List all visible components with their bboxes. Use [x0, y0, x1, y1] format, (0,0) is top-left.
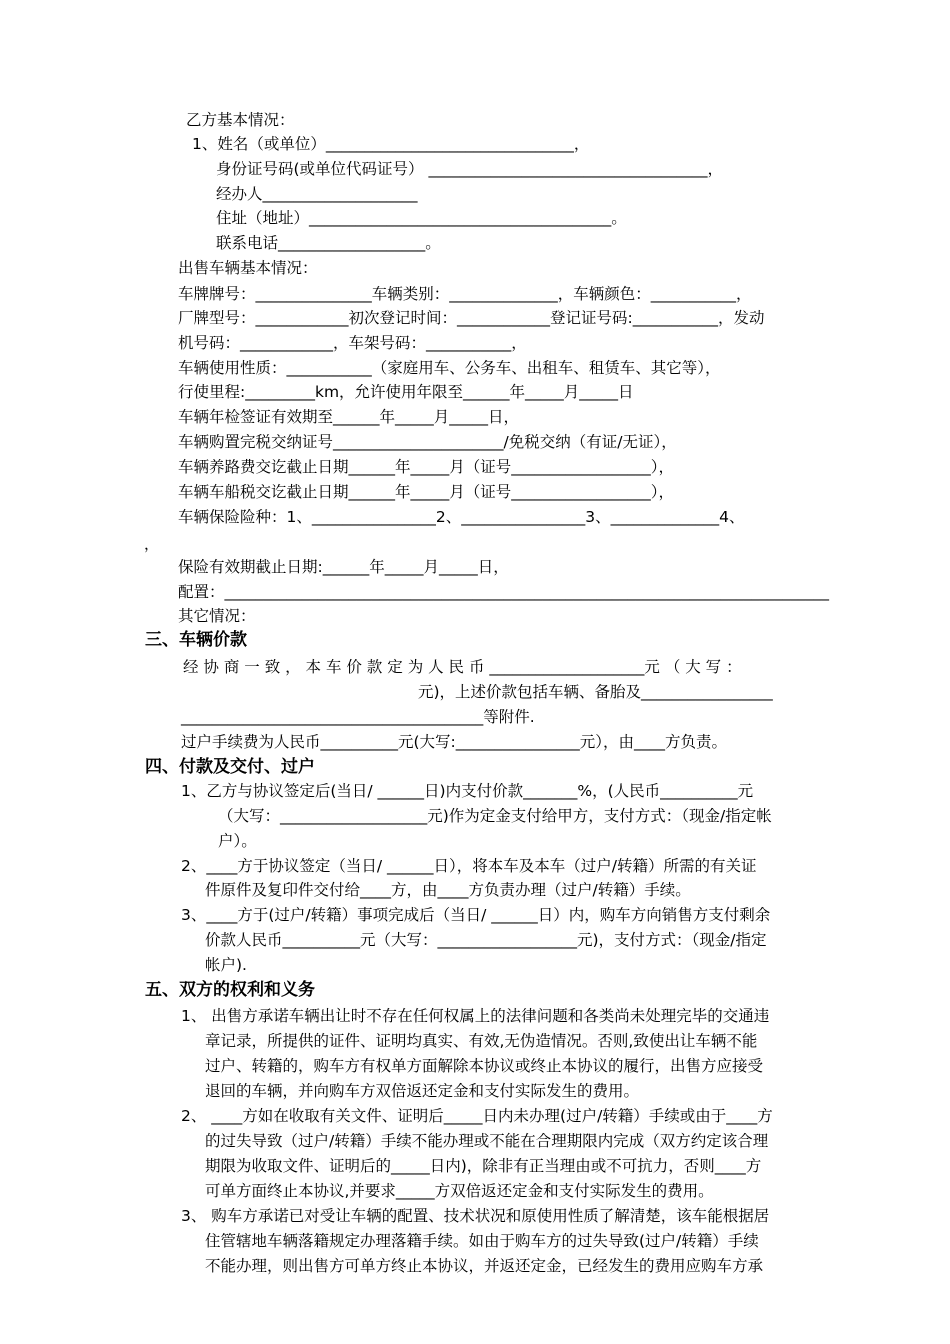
vehicle-plate-line: 车牌牌号：_______________车辆类别：______________，车辆颜色：___________， [178, 285, 752, 303]
payment-item-3-line-2: 价款人民币__________元（大写：__________________元)，支付方式：（现金/指定 [205, 931, 767, 949]
party-b-agent-field: 经办人____________________ [216, 185, 418, 203]
payment-item-1-line-3: 户）。 [218, 832, 257, 850]
transfer-fee-line: 过户手续费为人民币__________元(大写:________________元），由____方负责。 [181, 733, 728, 751]
rights-item-1-line-4: 退回的车辆，并向购车方双倍返还定金和支付实际发生的费用。 [205, 1082, 640, 1100]
payment-item-2-line-2: 件原件及复印件交付给____方，由____方负责办理（过户/转籍）手续。 [205, 881, 691, 899]
vehicle-engine-line: 机号码：____________，车架号码：___________， [178, 334, 527, 352]
vehicle-model-line: 厂牌型号：____________初次登记时间：____________登记证号码:___________，发动 [178, 309, 765, 327]
rights-item-3-line-2: 住管辖地车辆落籍规定办理落籍手续。如由于购车方的过失导致(过户/转籍）手续 [205, 1232, 759, 1250]
vehicle-purchase-tax-line: 车辆购置完税交纳证号______________________/免税交纳（有证/无证）， [178, 433, 677, 451]
price-line-2: 元)，上述价款包括车辆、备胎及_________________ [418, 683, 773, 701]
rights-item-1-line-1: 1、 出售方承诺车辆出让时不存在任何权属上的法律问题和各类尚未处理完毕的交通违 [181, 1007, 770, 1025]
vehicle-insurance-expiry-line: 保险有效期截止日期:______年_____月_____日， [178, 558, 509, 576]
rights-item-2-line-2: 的过失导致（过户/转籍）手续不能办理或不能在合理期限内完成（双方约定该合理 [205, 1132, 769, 1150]
vehicle-heading: 出售车辆基本情况： [178, 259, 318, 277]
rights-item-1-line-3: 过户、转籍的，购车方有权单方面解除本协议或终止本协议的履行，出售方应接受 [205, 1057, 764, 1075]
rights-item-2-line-4: 可单方面终止本协议,并要求_____方双倍返还定金和支付实际发生的费用。 [205, 1182, 714, 1200]
price-line-1: 经 协 商 一 致 ， 本 车 价 款 定 为 人 民 币 ____________________元 （ 大 写 ： [183, 658, 742, 676]
vehicle-other-line: 其它情况： [178, 607, 256, 625]
stray-comma: ， [144, 535, 160, 553]
rights-item-1-line-2: 章记录，所提供的证件、证明均真实、有效,无伪造情况。否则,致使出让车辆不能 [205, 1032, 758, 1050]
section-5-heading: 五、双方的权利和义务 [145, 980, 315, 1000]
party-b-heading: 乙方基本情况： [186, 111, 295, 129]
party-b-name-field: 1、姓名（或单位）________________________________， [192, 135, 590, 153]
payment-item-3-line-3: 帐户). [205, 956, 247, 974]
section-4-heading: 四、付款及交付、过户 [145, 757, 315, 777]
party-b-id-field: 身份证号码(或单位代码证号） ____________________________________， [216, 160, 723, 178]
payment-item-2-line-1: 2、____方于协议签定（当日/ ______日），将本车及本车（过户/转籍）所需的有关证 [181, 857, 757, 875]
price-line-3: _______________________________________等附件. [181, 708, 535, 726]
vehicle-inspection-line: 车辆年检签证有效期至______年_____月_____日， [178, 408, 520, 426]
rights-item-2-line-3: 期限为收取文件、证明后的_____日内)，除非有正当理由或不可抗力，否则____方 [205, 1157, 762, 1175]
rights-item-3-line-3: 不能办理，则出售方可单方终止本协议，并返还定金，已经发生的费用应购车方承 [205, 1257, 764, 1275]
payment-item-1-line-2: （大写：___________________元)作为定金支付给甲方，支付方式：（现金/指定帐 [218, 807, 772, 825]
payment-item-3-line-1: 3、____方于(过户/转籍）事项完成后（当日/ ______日）内，购车方向销售方支付剩余 [181, 906, 771, 924]
vehicle-mileage-line: 行使里程:_________km，允许使用年限至______年_____月_____日 [178, 383, 634, 401]
party-b-address-field: 住址（地址）_______________________________________。 [216, 209, 627, 227]
vehicle-usage-line: 车辆使用性质：___________（家庭用车、公务车、出租车、租赁车、其它等）， [178, 359, 721, 377]
vehicle-road-fee-line: 车辆养路费交讫截止日期______年_____月（证号__________________）， [178, 458, 675, 476]
rights-item-2-line-1: 2、 ____方如在收取有关文件、证明后_____日内未办理(过户/转籍）手续或由于____方 [181, 1107, 773, 1125]
payment-item-1-line-1: 1、乙方与协议签定后(当日/ ______日)内支付价款_______%，(人民币__________元 [181, 782, 754, 800]
vehicle-insurance-line: 车辆保险险种：1、________________2、________________3、______________4、 [178, 508, 745, 526]
rights-item-3-line-1: 3、 购车方承诺已对受让车辆的配置、技术状况和原使用性质了解清楚，该车能根据居 [181, 1207, 770, 1225]
party-b-phone-field: 联系电话___________________。 [216, 234, 441, 252]
vehicle-config-line: 配置：______________________________________________________________________________ [178, 583, 830, 601]
vehicle-ship-tax-line: 车辆车船税交讫截止日期______年_____月（证号__________________）， [178, 483, 675, 501]
section-3-heading: 三、车辆价款 [145, 630, 247, 650]
